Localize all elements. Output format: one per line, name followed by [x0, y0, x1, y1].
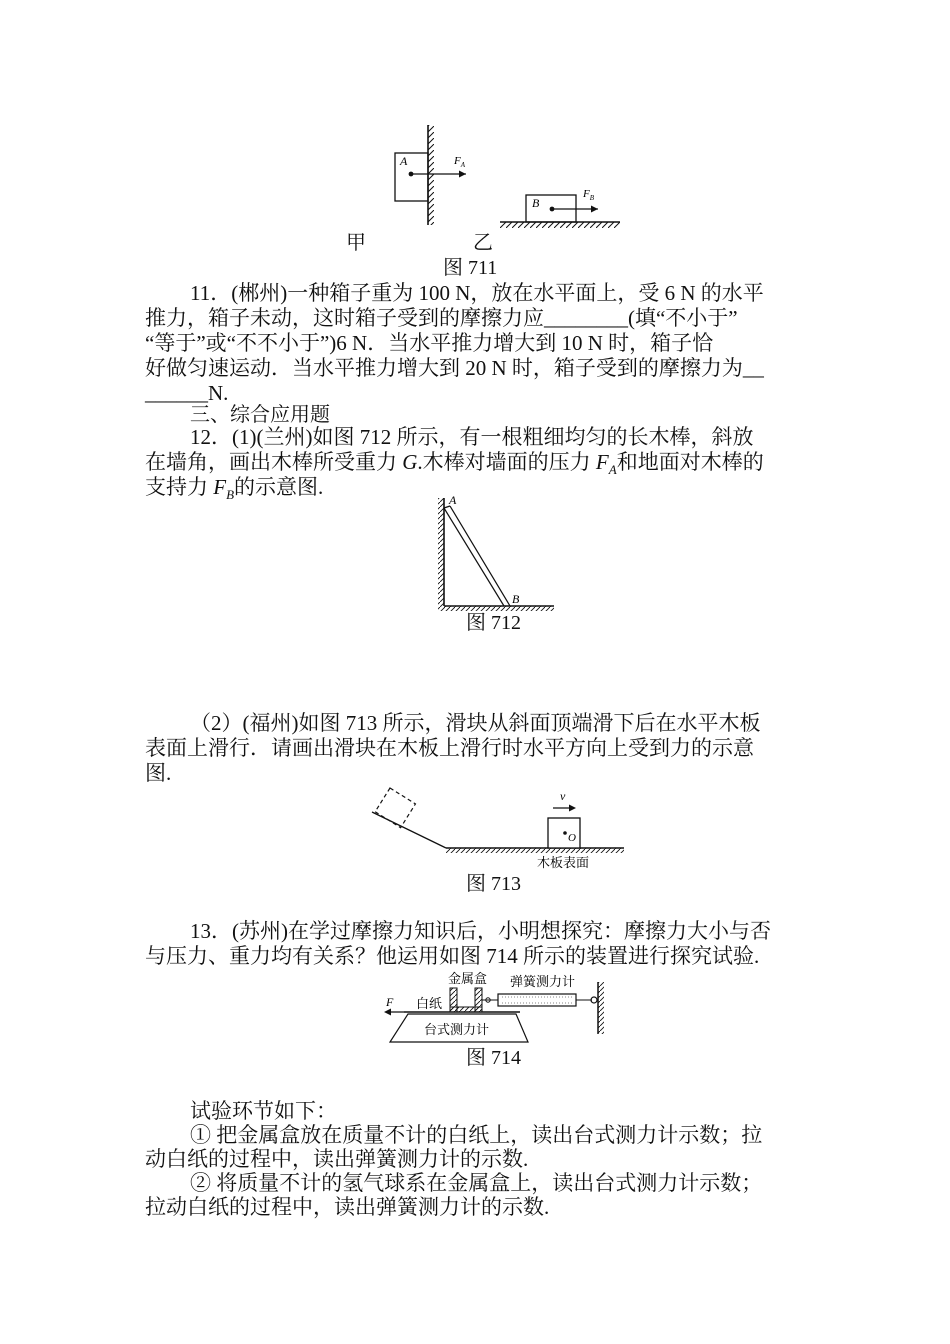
fig711-force-a: $F_A$: [454, 155, 466, 169]
fig713-incline: [372, 812, 446, 848]
fig714-platform-label: 台式测力计: [424, 1022, 490, 1037]
fig713-board-surface: [446, 848, 624, 853]
figure-712: [430, 492, 560, 612]
q12-2-line-1: （2）(福州)如图 713 所示，滑块从斜面顶端滑下后在水平木板: [190, 711, 761, 735]
fig713-center-label: O: [568, 832, 576, 844]
fig712-point-a: A: [449, 493, 457, 507]
fig713-dashed-block: [375, 788, 415, 828]
fig712-wall: [438, 498, 444, 606]
q11-line-2: 推力，箱子未动，这时箱子受到的摩擦力应________(填“不小于”: [145, 306, 738, 330]
step-2-line-1: ② 将质量不计的氢气球系在金属盒上，读出台式测力计示数；: [190, 1171, 763, 1195]
q12-2-line-2: 表面上滑行．请画出滑块在木板上滑行时水平方向上受到力的示意: [145, 736, 754, 760]
fig711-ground: [500, 222, 620, 228]
section-3-heading: 三、综合应用题: [190, 404, 330, 426]
fig714-force-label: F: [386, 995, 394, 1009]
q12-line-1: 12．(1)(兰州)如图 712 所示，有一根粗细均匀的长木棒，斜放: [190, 425, 754, 449]
q12-line-3: 支持力 $F_B$的示意图.: [145, 475, 324, 503]
fig712-point-b: B: [512, 592, 520, 606]
q12-2-line-3: 图.: [145, 761, 172, 785]
fig714-paper-label: 白纸: [416, 996, 443, 1011]
q11-line-1: 11．(郴州)一种箱子重为 100 N，放在水平面上，受 6 N 的水平: [190, 281, 764, 305]
fig713-surface-label: 木板表面: [537, 855, 590, 870]
fig714-spring-scale: [498, 994, 576, 1006]
fig714-metal-box: [450, 988, 482, 1012]
fig712-rod: [444, 506, 510, 606]
fig714-wall: [598, 982, 604, 1034]
figure-711: [380, 120, 640, 232]
fig711-block-b-label: B: [532, 196, 540, 210]
fig714-metal-box-label: 金属盒: [448, 971, 488, 986]
fig711-caption: 图 711: [443, 257, 498, 279]
q11-line-3: “等于”或“不不小于”)6 N．当水平推力增大到 10 N 时，箱子恰: [145, 331, 714, 355]
fig713-velocity-label: v: [560, 789, 566, 803]
fig711-label-jia: 甲: [346, 232, 366, 254]
q11-line-5: ______N.: [145, 381, 229, 405]
q11-line-4: 好做匀速运动．当水平推力增大到 20 N 时，箱子受到的摩擦力为__: [145, 356, 764, 380]
step-2-line-2: 拉动白纸的过程中，读出弹簧测力计的示数.: [145, 1195, 550, 1219]
step-1-line-1: ① 把金属盒放在质量不计的白纸上，读出台式测力计示数；拉: [190, 1123, 763, 1147]
fig714-caption: 图 714: [466, 1047, 521, 1069]
fig711-label-yi: 乙: [473, 232, 493, 254]
figure-714: [380, 966, 620, 1048]
fig711-force-b: $F_B$: [583, 188, 595, 202]
fig713-caption: 图 713: [466, 873, 521, 895]
steps-intro: 试验环节如下：: [190, 1099, 337, 1123]
fig714-spring-scale-label: 弹簧测力计: [510, 974, 576, 989]
figure-713: [360, 784, 630, 874]
step-1-line-2: 动白纸的过程中，读出弹簧测力计的示数.: [145, 1147, 529, 1171]
q13-line-2: 与压力、重力均有关系？他运用如图 714 所示的装置进行探究试验.: [145, 944, 760, 968]
fig711-block-a-label: A: [400, 154, 408, 168]
fig711-wall: [428, 125, 434, 225]
fig712-caption: 图 712: [466, 612, 521, 634]
q12-line-2: 在墙角，画出木棒所受重力 G.木棒对墙面的压力 $F_A$和地面对木棒的: [145, 450, 764, 478]
q13-line-1: 13．(苏州)在学过摩擦力知识后，小明想探究：摩擦力大小与否: [190, 919, 771, 943]
